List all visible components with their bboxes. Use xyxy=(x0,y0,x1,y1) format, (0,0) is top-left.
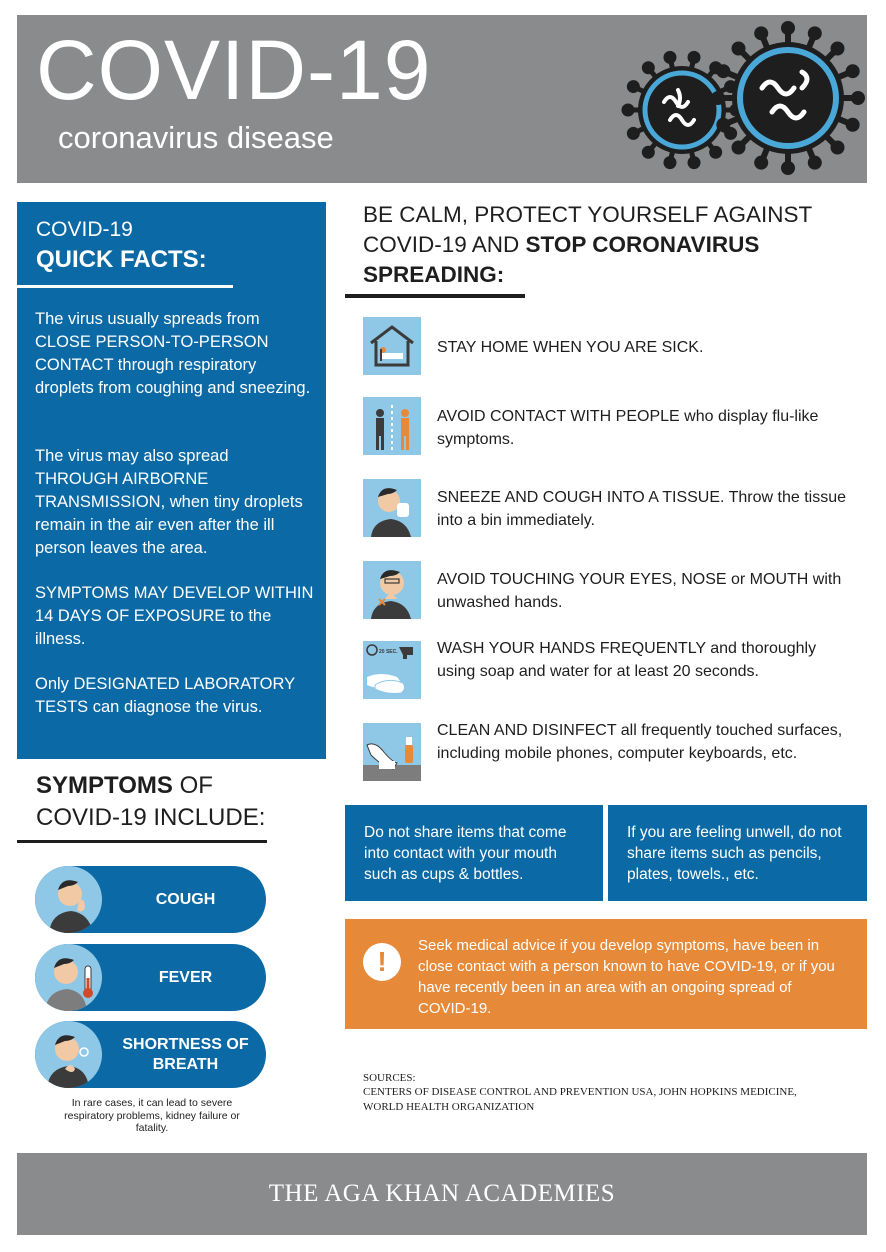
page-title: COVID-19 xyxy=(36,23,432,117)
disinfect-icon xyxy=(363,723,421,781)
page-subtitle: coronavirus disease xyxy=(58,120,334,155)
tip-text: SNEEZE AND COUGH INTO A TISSUE. Throw the tissue into a bin immediately. xyxy=(437,489,847,529)
tip-text: WASH YOUR HANDS FREQUENTLY and thoroughly using soap and water for at least 20 seconds. xyxy=(437,640,817,680)
breath-icon xyxy=(35,1021,102,1088)
tip-text: AVOID TOUCHING YOUR EYES, NOSE or MOUTH with unwashed hands. xyxy=(437,571,842,611)
handwash-icon xyxy=(363,641,421,699)
cough-icon xyxy=(35,866,102,933)
symptoms-subtitle: COVID-19 INCLUDE: xyxy=(36,804,266,831)
fact-item: The virus usually spreads from CLOSE PERSON-TO-PERSON CONTACT through respiratory droplets from coughing and sneezing. xyxy=(35,310,311,397)
footer-banner xyxy=(17,1153,867,1235)
distance-icon xyxy=(363,397,421,455)
divider xyxy=(17,840,267,843)
tip-text: CLEAN AND DISINFECT all frequently touched surfaces, including mobile phones, computer keyboards, etc. xyxy=(437,722,843,762)
symptom-fever xyxy=(35,944,266,1011)
face-touch-icon xyxy=(363,561,421,619)
symptom-label: FEVER xyxy=(158,968,213,986)
symptom-label: COUGH xyxy=(155,890,216,908)
alert-icon: ! xyxy=(363,943,401,981)
symptom-label: SHORTNESS OF BREATH xyxy=(122,1035,249,1073)
symptom-breath xyxy=(35,1021,266,1088)
footer-text: THE AGA KHAN ACADEMIES xyxy=(268,1180,616,1207)
home-bed-icon xyxy=(363,317,421,375)
tip-text: STAY HOME WHEN YOU ARE SICK. xyxy=(437,339,704,356)
divider xyxy=(17,285,233,288)
fever-icon xyxy=(35,944,102,1011)
symptoms-title: SYMPTOMS OF xyxy=(36,772,213,799)
symptom-cough xyxy=(35,866,266,933)
advice-text: Seek medical advice if you develop symptoms, have been in close contact with a person known to have COVID-19, or if you have recently been in an area with an ongoing spread of COVID-19. xyxy=(418,937,835,1017)
coronavirus-icon xyxy=(620,18,865,178)
fact-item: SYMPTOMS MAY DEVELOP WITHIN 14 DAYS OF EXPOSURE to the illness. xyxy=(35,584,314,648)
fact-item: Only DESIGNATED LABORATORY TESTS can diagnose the virus. xyxy=(35,675,295,716)
prevention-heading: BE CALM, PROTECT YOURSELF AGAINST COVID-19 AND STOP CORONAVIRUS SPREADING: xyxy=(363,202,812,287)
divider xyxy=(345,294,525,298)
sources-label: SOURCES: xyxy=(363,1072,416,1084)
quick-facts-subtitle: QUICK FACTS: xyxy=(36,246,207,273)
unwell-warning-card xyxy=(608,805,867,901)
tissue-icon xyxy=(363,479,421,537)
card-text: If you are feeling unwell, do not share items such as pencils, plates, towels., etc. xyxy=(627,824,842,883)
sources-text: CENTERS OF DISEASE CONTROL AND PREVENTION USA, JOHN HOPKINS MEDICINE, WORLD HEALTH ORGANIZATION xyxy=(363,1086,797,1113)
svg-text:20 SEC.: 20 SEC. xyxy=(379,649,398,655)
share-warning-card xyxy=(345,805,603,901)
quick-facts-title: COVID-19 xyxy=(36,218,133,241)
card-text: Do not share items that come into contact with your mouth such as cups & bottles. xyxy=(364,824,567,883)
fact-item: The virus may also spread THROUGH AIRBORNE TRANSMISSION, when tiny droplets remain in the air even after the ill person leaves the area. xyxy=(35,447,303,557)
tip-text: AVOID CONTACT WITH PEOPLE who display flu-like symptoms. xyxy=(437,408,819,448)
symptoms-note: In rare cases, it can lead to severe respiratory problems, kidney failure or fatality. xyxy=(64,1097,240,1134)
